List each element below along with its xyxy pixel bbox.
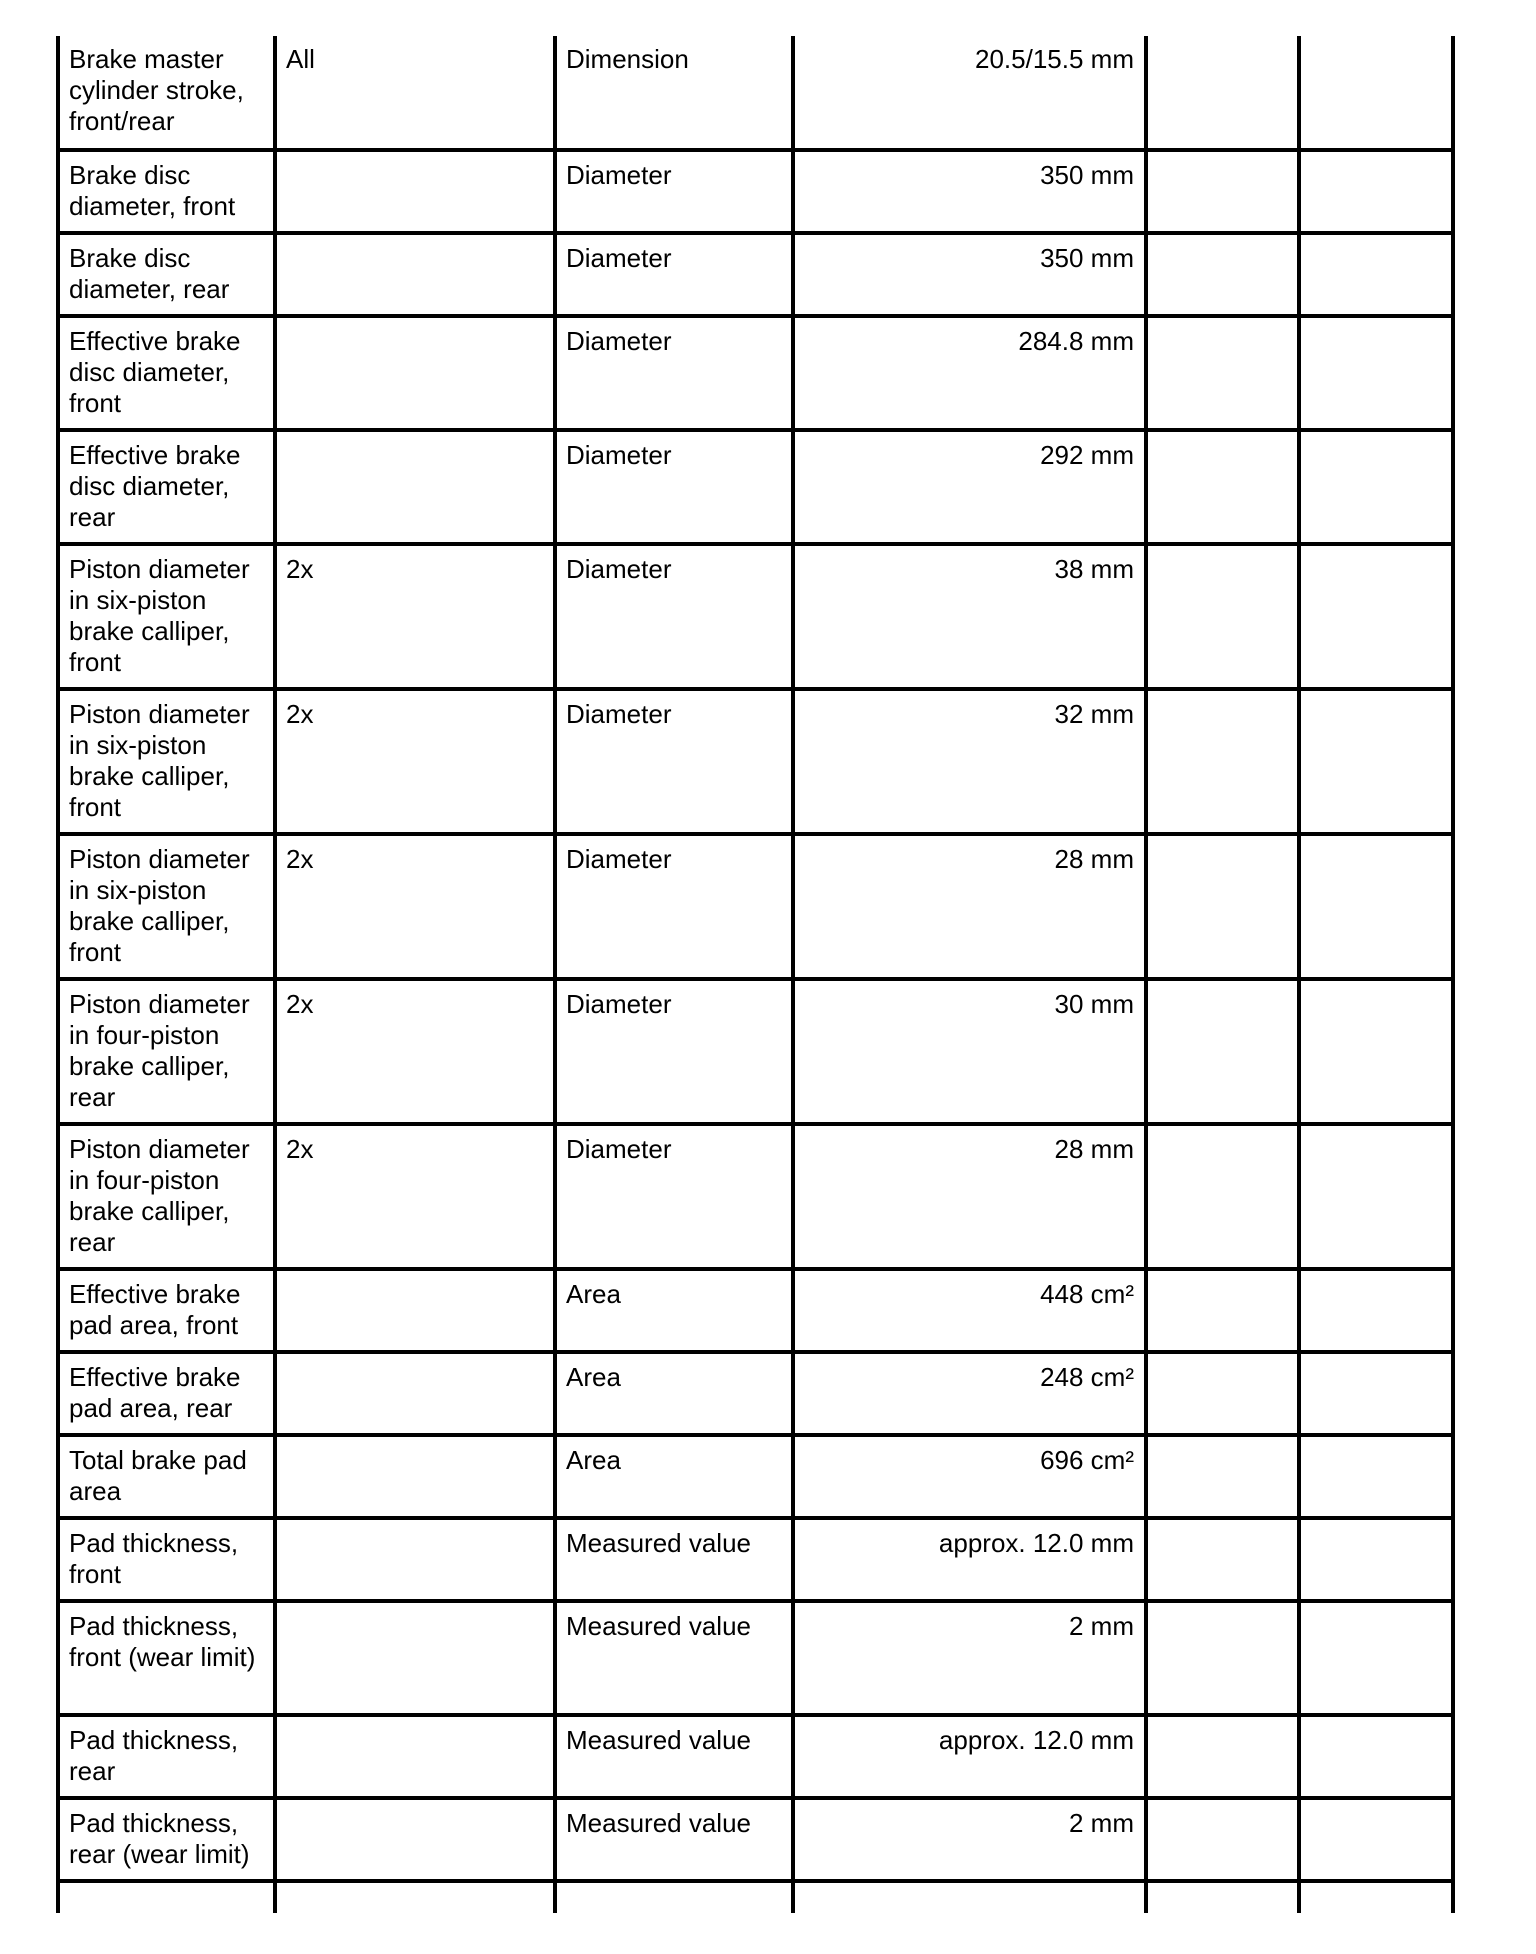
empty-cell [1299,689,1453,834]
variant-cell [275,1435,555,1518]
table-row [58,316,1453,430]
measurement-type-cell: Diameter [555,430,793,544]
component-cell: Effective brake disc diameter, rear [58,430,275,544]
table-row [58,1601,1453,1715]
variant-cell: 2x [275,979,555,1124]
value-cell: 292 mm [793,430,1146,544]
measurement-type-cell: Area [555,1269,793,1352]
table-body [58,36,1453,1913]
table-row [58,1798,1453,1881]
empty-cell [1146,1352,1299,1435]
empty-cell [1299,36,1453,150]
empty-cell [1299,1715,1453,1798]
empty-cell [1299,1798,1453,1881]
empty-cell [1299,1124,1453,1269]
empty-cell [1146,1435,1299,1518]
value-cell: 28 mm [793,1124,1146,1269]
variant-cell: 2x [275,1124,555,1269]
component-cell: Effective brake disc diameter, front [58,316,275,430]
empty-cell [1146,979,1299,1124]
component-cell: Effective brake pad area, front [58,1269,275,1352]
measurement-type-cell: Measured value [555,1715,793,1798]
table-row [58,979,1453,1124]
empty-cell [1146,1269,1299,1352]
table-row-continuation [58,1881,1453,1913]
empty-cell [1146,1798,1299,1881]
measurement-type-cell: Area [555,1352,793,1435]
brake-specification-table [56,36,1455,1913]
value-cell: 448 cm² [793,1269,1146,1352]
variant-cell [275,430,555,544]
value-cell: 284.8 mm [793,316,1146,430]
empty-cell [1146,316,1299,430]
component-cell: Piston diameter in six-piston brake calliper, front [58,689,275,834]
component-cell: Pad thickness, front [58,1518,275,1601]
value-cell: 350 mm [793,233,1146,316]
measurement-type-cell: Diameter [555,150,793,233]
component-cell: Pad thickness, front (wear limit) [58,1601,275,1715]
value-cell: 696 cm² [793,1435,1146,1518]
component-cell: Brake disc diameter, rear [58,233,275,316]
table-row [58,233,1453,316]
empty-cell [1146,544,1299,689]
empty-cell [1146,233,1299,316]
measurement-type-cell: Diameter [555,689,793,834]
variant-cell [275,1352,555,1435]
table-row [58,1352,1453,1435]
empty-cell [275,1881,555,1913]
empty-cell [1299,430,1453,544]
variant-cell: 2x [275,544,555,689]
empty-cell [1299,834,1453,979]
measurement-type-cell: Diameter [555,979,793,1124]
empty-cell [1299,233,1453,316]
measurement-type-cell: Diameter [555,316,793,430]
measurement-type-cell: Diameter [555,233,793,316]
empty-cell [793,1881,1146,1913]
value-cell: 350 mm [793,150,1146,233]
empty-cell [1146,150,1299,233]
table-row [58,834,1453,979]
empty-cell [1146,834,1299,979]
value-cell: 38 mm [793,544,1146,689]
variant-cell [275,233,555,316]
table-row [58,689,1453,834]
component-cell: Brake disc diameter, front [58,150,275,233]
component-cell: Piston diameter in four-piston brake calliper, rear [58,1124,275,1269]
empty-cell [1299,544,1453,689]
value-cell: 2 mm [793,1601,1146,1715]
variant-cell: 2x [275,834,555,979]
empty-cell [1299,1881,1453,1913]
empty-cell [1299,1601,1453,1715]
component-cell: Piston diameter in four-piston brake calliper, rear [58,979,275,1124]
table-row [58,1715,1453,1798]
empty-cell [1146,36,1299,150]
variant-cell [275,1518,555,1601]
table-row [58,36,1453,150]
variant-cell: All [275,36,555,150]
component-cell: Piston diameter in six-piston brake calliper, front [58,544,275,689]
measurement-type-cell: Diameter [555,1124,793,1269]
value-cell: 30 mm [793,979,1146,1124]
value-cell: 248 cm² [793,1352,1146,1435]
empty-cell [1146,1518,1299,1601]
variant-cell [275,1601,555,1715]
measurement-type-cell: Dimension [555,36,793,150]
table-row [58,1269,1453,1352]
variant-cell [275,1269,555,1352]
component-cell: Brake master cylinder stroke, front/rear [58,36,275,150]
variant-cell [275,150,555,233]
table-row [58,1518,1453,1601]
measurement-type-cell: Diameter [555,834,793,979]
empty-cell [1299,1269,1453,1352]
empty-cell [1299,1435,1453,1518]
value-cell: 28 mm [793,834,1146,979]
variant-cell [275,1715,555,1798]
variant-cell [275,1798,555,1881]
table-row [58,1435,1453,1518]
variant-cell: 2x [275,689,555,834]
measurement-type-cell: Area [555,1435,793,1518]
empty-cell [555,1881,793,1913]
empty-cell [1146,1601,1299,1715]
empty-cell [1146,1715,1299,1798]
empty-cell [1146,1881,1299,1913]
empty-cell [1146,430,1299,544]
table-row [58,150,1453,233]
component-cell: Total brake pad area [58,1435,275,1518]
empty-cell [58,1881,275,1913]
value-cell: approx. 12.0 mm [793,1715,1146,1798]
variant-cell [275,316,555,430]
empty-cell [1299,979,1453,1124]
table-row [58,544,1453,689]
measurement-type-cell: Measured value [555,1601,793,1715]
component-cell: Piston diameter in six-piston brake calliper, front [58,834,275,979]
measurement-type-cell: Measured value [555,1518,793,1601]
empty-cell [1146,689,1299,834]
empty-cell [1299,316,1453,430]
empty-cell [1299,150,1453,233]
value-cell: 2 mm [793,1798,1146,1881]
table-row [58,430,1453,544]
value-cell: 20.5/15.5 mm [793,36,1146,150]
value-cell: approx. 12.0 mm [793,1518,1146,1601]
value-cell: 32 mm [793,689,1146,834]
table-row [58,1124,1453,1269]
empty-cell [1299,1352,1453,1435]
component-cell: Effective brake pad area, rear [58,1352,275,1435]
empty-cell [1146,1124,1299,1269]
component-cell: Pad thickness, rear (wear limit) [58,1798,275,1881]
empty-cell [1299,1518,1453,1601]
measurement-type-cell: Diameter [555,544,793,689]
measurement-type-cell: Measured value [555,1798,793,1881]
component-cell: Pad thickness, rear [58,1715,275,1798]
